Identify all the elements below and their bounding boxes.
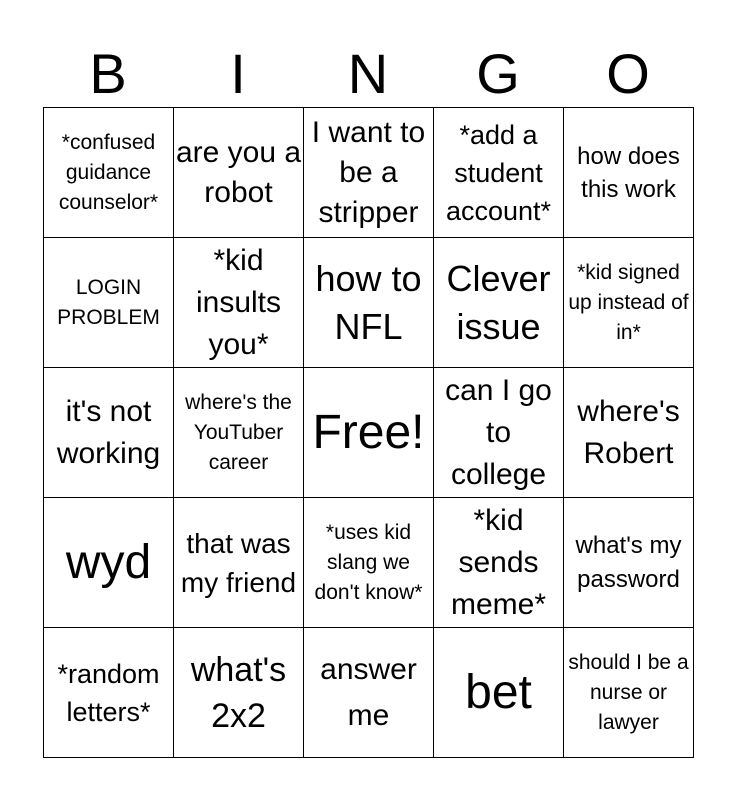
cell-text: bet — [465, 665, 532, 719]
cell-text: I want to be a stripper — [311, 115, 426, 229]
cell-text: wyd — [65, 535, 152, 589]
cell-text: Free! — [312, 405, 425, 459]
cell-text: *uses kid slang we don't know* — [314, 520, 423, 604]
cell-text: where's the YouTuber career — [185, 390, 292, 474]
bingo-cell[interactable] — [434, 238, 564, 368]
cell-text: what's 2x2 — [190, 650, 287, 735]
bingo-cell[interactable] — [44, 628, 174, 758]
bingo-cell[interactable] — [174, 108, 304, 238]
bingo-cell[interactable] — [434, 628, 564, 758]
header-letter-o: O — [606, 42, 650, 105]
cell-text: where's Robert — [577, 394, 680, 470]
bingo-cell[interactable] — [564, 628, 694, 758]
bingo-grid — [43, 107, 694, 758]
cell-text: are you a robot — [175, 135, 302, 209]
bingo-cell[interactable] — [564, 368, 694, 498]
bingo-cell[interactable] — [44, 368, 174, 498]
cell-text: can I go to college — [445, 373, 552, 491]
bingo-header — [43, 40, 693, 108]
cell-text: that was my friend — [180, 527, 297, 598]
cell-text: it's not working — [56, 394, 161, 470]
cell-text: *confused guidance counselor* — [58, 130, 159, 214]
header-letter-n: N — [347, 42, 389, 105]
cell-text: how to NFL — [315, 257, 422, 347]
bingo-cell[interactable] — [434, 368, 564, 498]
bingo-cell[interactable] — [44, 498, 174, 628]
cell-text: should I be a nurse or lawyer — [568, 650, 689, 734]
cell-text: *add a student account* — [445, 119, 552, 226]
bingo-cell[interactable] — [174, 628, 304, 758]
bingo-cell[interactable] — [304, 108, 434, 238]
bingo-cell[interactable] — [304, 368, 434, 498]
header-letter-b: B — [89, 42, 127, 105]
header-letter-i: I — [230, 42, 246, 105]
cell-text: how does this work — [577, 142, 680, 203]
bingo-cell[interactable] — [304, 628, 434, 758]
cell-text: *random letters* — [57, 658, 160, 727]
bingo-cell[interactable] — [434, 108, 564, 238]
bingo-cell[interactable] — [434, 498, 564, 628]
cell-text: *kid sends meme* — [450, 503, 547, 621]
bingo-cell[interactable] — [564, 498, 694, 628]
header-letter-g: G — [476, 42, 520, 105]
bingo-cell[interactable] — [44, 108, 174, 238]
bingo-cell[interactable] — [174, 368, 304, 498]
bingo-cell[interactable] — [304, 238, 434, 368]
cell-text: what's my password — [575, 531, 682, 593]
cell-text: LOGIN PROBLEM — [57, 275, 160, 329]
bingo-cell[interactable] — [564, 238, 694, 368]
bingo-cell[interactable] — [44, 238, 174, 368]
cell-text: *kid signed up instead of in* — [568, 260, 689, 344]
cell-text: *kid insults you* — [195, 243, 282, 361]
bingo-cell[interactable] — [174, 498, 304, 628]
bingo-cell[interactable] — [304, 498, 434, 628]
bingo-cell[interactable] — [174, 238, 304, 368]
bingo-cell[interactable] — [564, 108, 694, 238]
cell-text: Clever issue — [446, 257, 551, 347]
cell-text: answer me — [320, 652, 417, 732]
